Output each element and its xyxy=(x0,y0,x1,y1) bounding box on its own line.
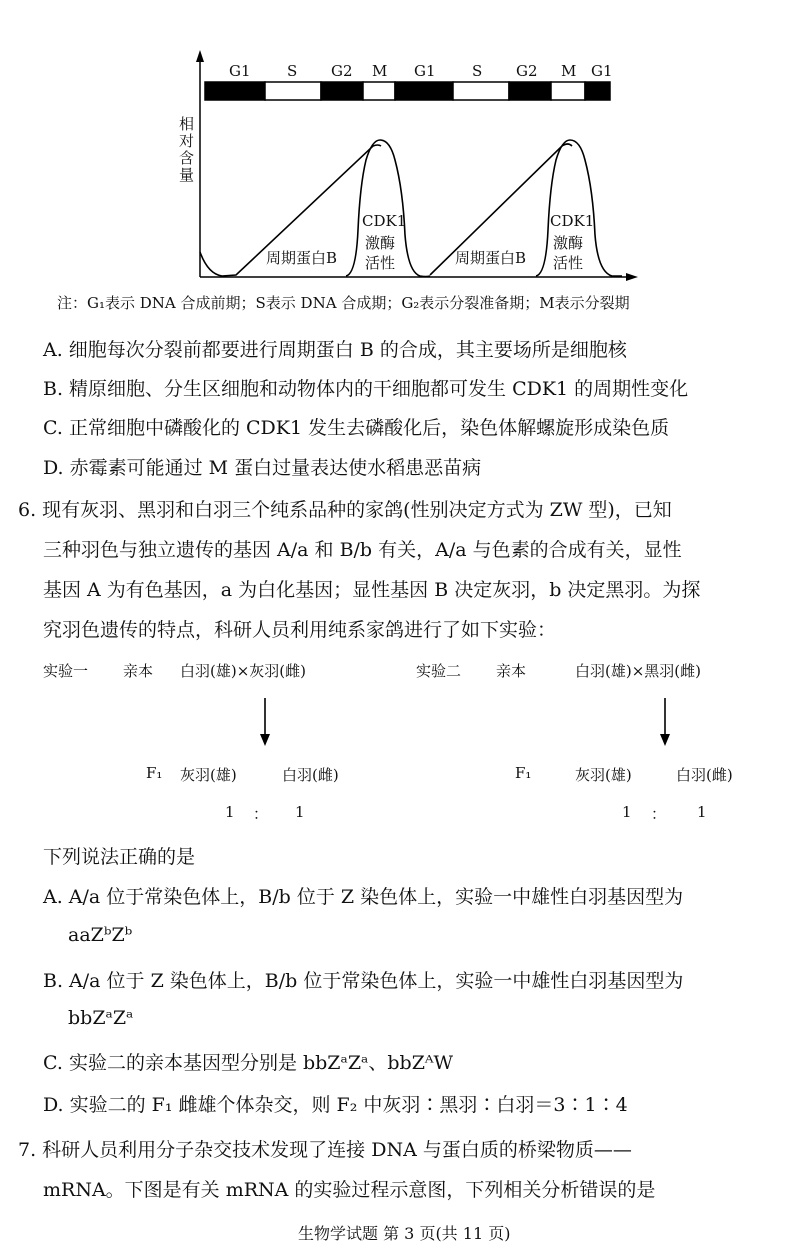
phase-segment-m xyxy=(551,82,585,100)
q6-stem: 6. 现有灰羽、黑羽和白羽三个纯系品种的家鸽(性别决定方式为 ZW 型)，已知 xyxy=(18,499,672,521)
q5-option-d: D. 赤霉素可能通过 M 蛋白过量表达使水稻患恶苗病 xyxy=(43,457,482,479)
phase-segment-m xyxy=(363,82,395,100)
q6-option-a: A. A/a 位于常染色体上，B/b 位于 Z 染色体上，实验一中雄性白羽基因型为 xyxy=(43,886,684,908)
cdk1-label: CDK1 xyxy=(550,212,595,230)
exp2-cross: 白羽(雄)×黑羽(雌) xyxy=(575,662,701,680)
phase-segment-s xyxy=(265,82,321,100)
phase-label: S xyxy=(472,62,483,80)
cdk1-label: 活性 xyxy=(553,254,584,272)
exp1-ratio: 1 xyxy=(295,803,305,821)
q7-stem: mRNA。下图是有关 mRNA 的实验过程示意图，下列相关分析错误的是 xyxy=(43,1179,656,1201)
exp1-f1-gray-male: 灰羽(雄) xyxy=(180,766,237,784)
cdk1-label: 活性 xyxy=(365,254,396,272)
cyclin-b-label: 周期蛋白B xyxy=(455,249,527,267)
y-axis-label: 相对含量 xyxy=(177,116,195,184)
exp2-arrow xyxy=(658,698,672,748)
exp2-ratio: 1 xyxy=(622,803,632,821)
q6-stem: 究羽色遗传的特点，科研人员利用纯系家鸽进行了如下实验： xyxy=(43,619,557,641)
phase-label: G2 xyxy=(331,62,353,80)
exp1-ratio-colon: ： xyxy=(253,805,269,823)
exp2-f1-label: F₁ xyxy=(515,764,532,782)
figure-note: 注：G₁表示 DNA 合成前期；S表示 DNA 合成期；G₂表示分裂准备期；M表示分裂期 xyxy=(57,294,630,312)
phase-label: G1 xyxy=(591,62,613,80)
cyclin-b-label: 周期蛋白B xyxy=(266,249,338,267)
q6-stem: 三种羽色与独立遗传的基因 A/a 和 B/b 有关，A/a 与色素的合成有关，显性 xyxy=(43,539,682,561)
phase-segment-g2 xyxy=(509,82,551,100)
exp2-ratio-colon: ： xyxy=(651,805,667,823)
exp2-title: 实验二 xyxy=(416,662,462,680)
q6-option-c: C. 实验二的亲本基因型分别是 bbZᵃZᵃ、bbZᴬW xyxy=(43,1052,454,1074)
phase-label: G1 xyxy=(229,62,251,80)
q6-option-a-genotype: aaZᵇZᵇ xyxy=(68,924,133,946)
exp1-f1-label: F₁ xyxy=(146,764,163,782)
q5-option-c: C. 正常细胞中磷酸化的 CDK1 发生去磷酸化后，染色体解螺旋形成染色质 xyxy=(43,417,670,439)
phase-label: S xyxy=(287,62,298,80)
phase-segment-g1 xyxy=(585,82,610,100)
x-axis-arrow xyxy=(626,273,638,281)
exp1-title: 实验一 xyxy=(43,662,89,680)
phase-label: M xyxy=(561,62,577,80)
q7-stem: 7. 科研人员利用分子杂交技术发现了连接 DNA 与蛋白质的桥梁物质—— xyxy=(18,1139,632,1161)
phase-segment-g1 xyxy=(205,82,265,100)
phase-segment-s xyxy=(453,82,509,100)
cdk1-label: 激酶 xyxy=(365,234,396,252)
exp2-ratio: 1 xyxy=(697,803,707,821)
page-footer: 生物学试题 第 3 页(共 11 页) xyxy=(298,1224,511,1243)
exp1-arrow xyxy=(258,698,272,748)
q5-option-b: B. 精原细胞、分生区细胞和动物体内的干细胞都可发生 CDK1 的周期性变化 xyxy=(43,378,689,400)
q6-option-b-genotype: bbZᵃZᵃ xyxy=(68,1007,134,1029)
q6-question: 下列说法正确的是 xyxy=(43,846,196,868)
phase-label: G1 xyxy=(414,62,436,80)
exp2-parent-label: 亲本 xyxy=(496,662,527,680)
exp1-ratio: 1 xyxy=(225,803,235,821)
y-axis-arrow xyxy=(196,50,204,62)
exp1-parent-label: 亲本 xyxy=(123,662,154,680)
cdk1-label: CDK1 xyxy=(362,212,407,230)
exp2-f1-gray-male: 灰羽(雄) xyxy=(575,766,632,784)
phase-segment-g2 xyxy=(321,82,363,100)
phase-label: G2 xyxy=(516,62,538,80)
q6-stem: 基因 A 为有色基因，a 为白化基因；显性基因 B 决定灰羽，b 决定黑羽。为探 xyxy=(43,579,701,601)
cdk1-label: 激酶 xyxy=(553,234,584,252)
exp1-cross: 白羽(雄)×灰羽(雌) xyxy=(180,662,306,680)
q6-option-b: B. A/a 位于 Z 染色体上，B/b 位于常染色体上，实验一中雄性白羽基因型为 xyxy=(43,970,684,992)
q5-option-a: A. 细胞每次分裂前都要进行周期蛋白 B 的合成，其主要场所是细胞核 xyxy=(43,339,627,361)
exp1-f1-white-female: 白羽(雌) xyxy=(282,766,339,784)
phase-label: M xyxy=(372,62,388,80)
exp2-f1-white-female: 白羽(雌) xyxy=(676,766,733,784)
phase-segment-g1 xyxy=(395,82,453,100)
cell-cycle-figure xyxy=(0,0,794,300)
phase-bar xyxy=(205,82,610,100)
q6-option-d: D. 实验二的 F₁ 雌雄个体杂交，则 F₂ 中灰羽∶黑羽∶白羽＝3∶1∶4 xyxy=(43,1094,628,1116)
